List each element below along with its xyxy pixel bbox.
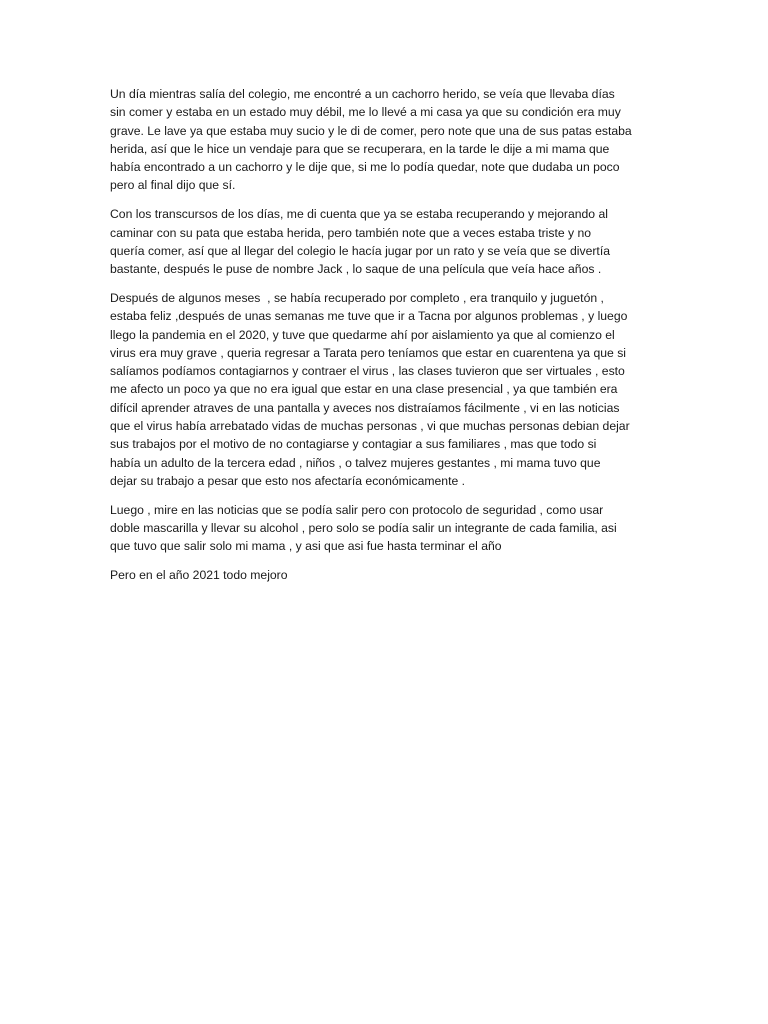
- text-line: Luego , mire en las noticias que se podía salir pero con protocolo de seguridad , como usar: [110, 502, 604, 517]
- paragraph-3: [110, 289, 670, 490]
- paragraph-1: [110, 85, 670, 195]
- text-line: quería comer, así que al llegar del colegio le hacía jugar por un rato y se veía que se divertía: [110, 243, 610, 258]
- text-line: que el virus había arrebatado vidas de muchas personas , vi que muchas personas debian dejar: [110, 419, 630, 434]
- text-line: doble mascarilla y llevar su alcohol , pero solo se podía salir un integrante de cada familia, asi: [110, 521, 617, 536]
- text-line: Después de algunos meses , se había recuperado por completo , era tranquilo y juguetón ,: [110, 290, 604, 305]
- text-line: difícil aprender atraves de una pantalla y aveces nos distraíamos fácilmente , vi en las noticias: [110, 400, 620, 415]
- text-line: caminar con su pata que estaba herida, pero también note que a veces estaba triste y no: [110, 225, 592, 240]
- text-line: llego la pandemia en el 2020, y tuve que quedarme ahí por aislamiento ya que al comienzo el: [110, 327, 615, 342]
- paragraph-4: [110, 501, 670, 556]
- text-line: virus era muy grave , queria regresar a Tarata pero teníamos que estar en cuarentena ya que si: [110, 345, 626, 360]
- text-line: salíamos podíamos contagiarnos y contraer el virus , las clases tuvieron que ser virtuales , esto: [110, 364, 625, 379]
- text-line: sus trabajos por el motivo de no contagiarse y contagiar a sus familiares , mas que todo si: [110, 437, 597, 452]
- text-line: herida, así que le hice un vendaje para que se recuperara, en la tarde le dije a mi mama que: [110, 141, 610, 156]
- text-line: Con los transcursos de los días, me di cuenta que ya se estaba recuperando y mejorando al: [110, 207, 608, 222]
- text-line: bastante, después le puse de nombre Jack , lo saque de una película que veía hace años .: [110, 262, 602, 277]
- text-line: sin comer y estaba en un estado muy débil, me lo llevé a mi casa ya que su condición era muy: [110, 105, 621, 120]
- text-line: Un día mientras salía del colegio, me encontré a un cachorro herido, se veía que llevaba días: [110, 87, 615, 101]
- text-line: dejar su trabajo a pesar que esto nos afectaría económicamente .: [110, 473, 466, 488]
- text-line: que tuvo que salir solo mi mama , y asi que asi fue hasta terminar el año: [110, 539, 502, 554]
- text-line: había un adulto de la tercera edad , niños , o talvez mujeres gestantes , mi mama tuvo que: [110, 455, 601, 470]
- document-body: [110, 85, 670, 595]
- text-line: Pero en el año 2021 todo mejoro: [110, 568, 288, 583]
- text-line: me afecto un poco ya que no era igual que estar en una clase presencial , ya que también era: [110, 382, 618, 397]
- text-line: grave. Le lave ya que estaba muy sucio y le di de comer, pero note que una de sus patas estaba: [110, 123, 632, 138]
- paragraph-5: [110, 566, 670, 584]
- paragraph-2: [110, 205, 670, 278]
- text-line: estaba feliz ,después de unas semanas me tuve que ir a Tacna por algunos problemas , y luego: [110, 309, 628, 324]
- text-line: pero al final dijo que sí.: [110, 178, 236, 193]
- text-line: había encontrado a un cachorro y le dije que, si me lo podía quedar, note que dudaba un poco: [110, 160, 620, 175]
